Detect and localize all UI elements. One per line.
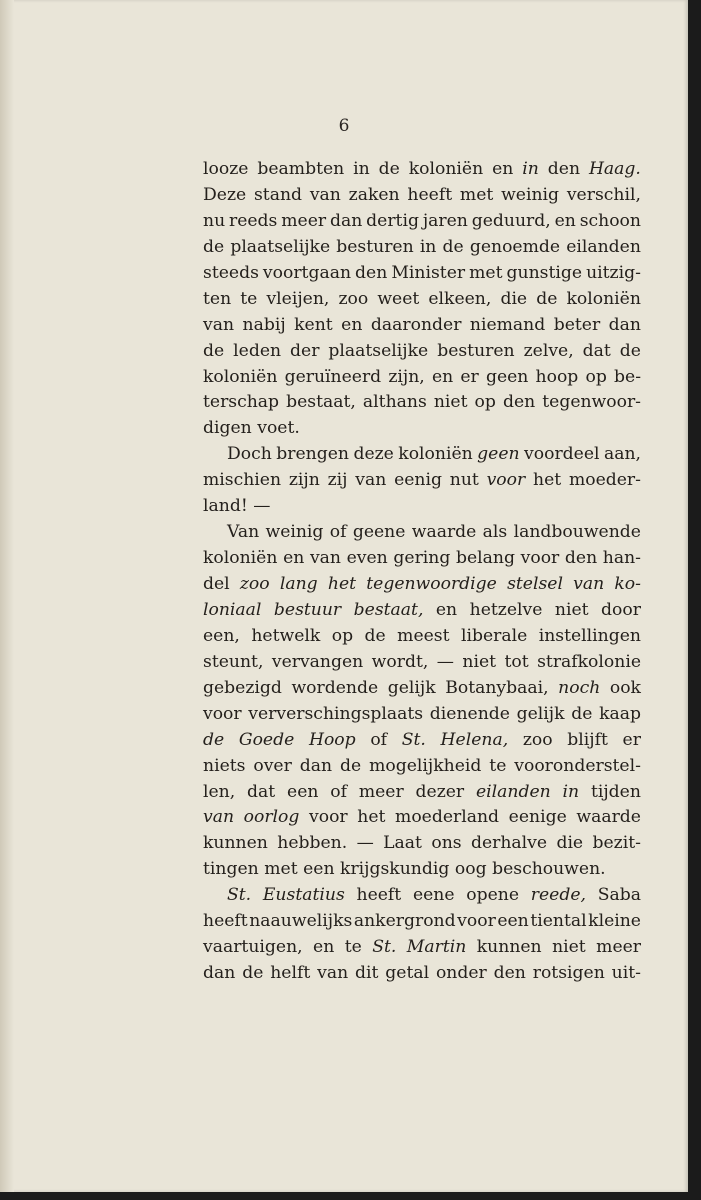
word: hoop (535, 366, 579, 387)
text-line (203, 883, 641, 909)
word: als (482, 522, 508, 543)
word: gelijk (516, 703, 565, 724)
word: reede, (530, 885, 586, 906)
word: St. (401, 729, 426, 750)
word: rotsigen (532, 963, 605, 984)
word: de (619, 340, 641, 361)
word: onder (435, 963, 487, 984)
word: belang (456, 548, 515, 569)
word: en (313, 937, 335, 958)
word: voordeel (524, 444, 600, 465)
word: heeft (356, 885, 402, 906)
word: wordt, (371, 651, 429, 672)
text-line (203, 546, 641, 572)
word: de (378, 159, 400, 179)
word: vervangen (271, 651, 364, 672)
word: kleine (588, 911, 641, 932)
word: Laat (383, 833, 422, 854)
word: gunstige (506, 262, 583, 283)
word: Goede (238, 729, 295, 750)
text-line (203, 390, 641, 416)
word: het (533, 470, 562, 491)
word: meer (281, 210, 327, 231)
text-line (203, 261, 641, 287)
word: waarde (411, 522, 477, 543)
word: — (436, 651, 454, 672)
word: van (309, 548, 341, 569)
word: zoo (239, 574, 270, 594)
word: geduurd, (471, 210, 551, 231)
word: Van (227, 522, 260, 543)
word: de (203, 340, 225, 361)
word: bestaat, (286, 392, 356, 413)
word: te (489, 755, 507, 776)
word: niet (554, 599, 589, 620)
word: dat (247, 781, 276, 802)
word: beter (553, 314, 601, 335)
text-line (203, 676, 641, 702)
word: be- (614, 366, 641, 387)
word: brengen (276, 444, 349, 465)
word: ons (431, 833, 462, 854)
word: niemand (469, 314, 546, 335)
word: een (303, 859, 335, 880)
word: van (203, 314, 235, 335)
word: plaatselijke (230, 236, 331, 257)
word: liberale (460, 625, 528, 646)
word: en (283, 548, 305, 569)
text-line (203, 468, 641, 494)
word: de (571, 703, 593, 724)
word: loniaal (203, 599, 262, 620)
word: leden (233, 340, 282, 361)
word: op (331, 625, 354, 646)
word: de (203, 729, 225, 750)
text-line (203, 442, 641, 468)
word: den (564, 548, 598, 569)
word: tegenwoor- (542, 392, 641, 413)
word: ankergrond (353, 911, 456, 932)
word: de (203, 236, 225, 257)
word: en (554, 210, 576, 231)
word: helft (270, 963, 311, 984)
word: hebben. (277, 833, 348, 854)
word: gebezigd (203, 677, 282, 698)
word: tijden (590, 781, 641, 802)
text-line (203, 857, 641, 883)
word: van (203, 807, 235, 828)
word: niets (203, 755, 246, 776)
text-line (203, 624, 641, 650)
word: opene (466, 885, 520, 906)
word: blijft (567, 729, 608, 750)
word: bezit- (592, 833, 641, 854)
word: plaatselijke (328, 340, 429, 361)
word: dat (582, 340, 611, 361)
word: koloniën (408, 159, 484, 179)
word: de (536, 288, 558, 309)
scan-edge-bottom (0, 1192, 701, 1200)
word: in (419, 236, 437, 257)
word: de (442, 236, 464, 257)
text-line (203, 572, 641, 598)
text-line (203, 287, 641, 313)
text-line (203, 702, 641, 728)
word: deze (353, 444, 394, 465)
text-line (203, 235, 641, 261)
word: der (290, 340, 320, 361)
word: digen (203, 418, 252, 439)
word: in (562, 781, 580, 802)
word: eenig (394, 470, 442, 491)
word: gelijk (387, 677, 436, 698)
word: instellingen (538, 625, 641, 646)
word: even (346, 548, 388, 569)
word: steunt, (203, 651, 264, 672)
text-line (203, 754, 641, 780)
word: zoo (522, 729, 553, 750)
word: niet (552, 937, 586, 958)
word: Helena, (440, 729, 509, 750)
word: weet (377, 288, 420, 309)
word: van (573, 574, 605, 594)
word: met (459, 184, 494, 205)
word: te (344, 937, 362, 958)
text-line (203, 909, 641, 935)
word: in (353, 159, 370, 179)
word: St. (372, 937, 397, 958)
word: derhalve (470, 833, 548, 854)
word: bestaat, (353, 599, 424, 620)
word: het (357, 807, 386, 828)
word: met (264, 859, 298, 880)
word: over (253, 755, 292, 776)
word: oorlog (243, 807, 300, 828)
word: ten (203, 288, 232, 309)
word: kaap (599, 703, 641, 724)
word: geen (477, 444, 520, 465)
word: mogelijkheid (369, 755, 482, 776)
word: eene (412, 885, 455, 906)
text-line (203, 494, 641, 520)
text-line (203, 961, 641, 987)
word: beambten (257, 159, 345, 179)
word: schoon (579, 210, 641, 231)
word: elkeen, (428, 288, 492, 309)
word: gering (393, 548, 451, 569)
word: koloniën (203, 366, 278, 387)
word: heeft (203, 911, 248, 932)
word: voor (309, 807, 348, 828)
word: de (339, 755, 362, 776)
word: een (287, 781, 319, 802)
word: steeds (203, 262, 259, 283)
word: genoemde (469, 236, 561, 257)
word: in (522, 159, 539, 179)
word: dan (329, 210, 363, 231)
text-line (203, 935, 641, 961)
word: geruïneerd (284, 366, 382, 387)
word: tiental (530, 911, 587, 932)
word: stand (253, 184, 303, 205)
word: den (547, 159, 581, 179)
word: op (585, 366, 607, 387)
scan-edge-right (688, 0, 701, 1200)
word: meer (358, 781, 404, 802)
word: geen (485, 366, 529, 387)
word: en (492, 159, 514, 179)
word: wordende (291, 677, 379, 698)
text-line (203, 805, 641, 831)
word: looze (203, 159, 249, 179)
word: moederland (395, 807, 500, 828)
word: en (431, 366, 454, 387)
word: naauwelijks (249, 911, 353, 932)
word: Doch (227, 444, 272, 465)
word: strafkolonie (537, 651, 641, 672)
word: meer (596, 937, 641, 958)
word: tot (504, 651, 529, 672)
word: lang (279, 574, 318, 594)
word: del (203, 574, 230, 594)
word: of (329, 522, 347, 543)
word: te (240, 288, 258, 309)
word: Minister (391, 262, 466, 283)
word: van (355, 470, 387, 491)
word: die (556, 833, 584, 854)
word: een, (203, 625, 240, 646)
word: den (493, 963, 526, 984)
word: dienende (429, 703, 510, 724)
word: ko- (614, 574, 641, 594)
word: die (500, 288, 528, 309)
word: het (327, 574, 357, 594)
word: noch (558, 677, 601, 698)
word: kent (294, 314, 333, 335)
word: besturen (437, 340, 515, 361)
word: voor (457, 911, 496, 932)
word: Saba (597, 885, 641, 906)
word: Deze (203, 184, 247, 205)
text-line (203, 183, 641, 209)
text-line (203, 209, 641, 235)
word: beschouwen. (492, 859, 606, 880)
word: dezer (415, 781, 465, 802)
word: weinig (265, 522, 324, 543)
word: landbouwende (513, 522, 641, 543)
word: er (622, 729, 641, 750)
word: Botanybaai, (445, 677, 549, 698)
word: althans (362, 392, 427, 413)
word: han- (602, 548, 641, 569)
word: krijgskundig (340, 859, 450, 880)
word: eenige (508, 807, 567, 828)
word: tegenwoordige (366, 574, 497, 594)
word: de (364, 625, 386, 646)
word: mischien (203, 470, 282, 491)
text-line (203, 416, 641, 442)
word: Hoop (308, 729, 356, 750)
word: dit (355, 963, 379, 984)
text-line (203, 780, 641, 806)
word: besturen (336, 236, 414, 257)
word: Haag. (588, 159, 641, 179)
text-line (203, 831, 641, 857)
word: zij (327, 470, 348, 491)
word: dan (203, 963, 236, 984)
word: tingen (203, 859, 259, 880)
word: er (460, 366, 479, 387)
word: Martin (406, 937, 467, 958)
word: weinig (501, 184, 560, 205)
word: dertig (366, 210, 419, 231)
word: voet. (257, 418, 300, 439)
text-line (203, 650, 641, 676)
word: dan (299, 755, 333, 776)
word: hetwelk (251, 625, 321, 646)
text-line (203, 520, 641, 546)
word: jaren (422, 210, 468, 231)
word: koloniën (566, 288, 641, 309)
word: voor (486, 470, 526, 491)
word: land! (203, 496, 248, 517)
word: oog (454, 859, 487, 880)
word: Eustatius (262, 885, 345, 906)
word: aan, (603, 444, 641, 465)
word: den (502, 392, 536, 413)
word: terschap (203, 392, 280, 413)
word: koloniën (203, 548, 278, 569)
word: geene (352, 522, 406, 543)
word: len, (203, 781, 236, 802)
word: dan (608, 314, 641, 335)
text-line (203, 598, 641, 624)
word: nu (203, 210, 226, 231)
word: van (309, 184, 341, 205)
text-line (203, 365, 641, 391)
page-number: 6 (338, 116, 350, 136)
word: zoo (338, 288, 369, 309)
word: voor (203, 703, 242, 724)
word: zijn, (388, 366, 425, 387)
word: voortgaan (262, 262, 352, 283)
word: zelve, (523, 340, 574, 361)
word: den (355, 262, 388, 283)
text-line (203, 728, 641, 754)
word: hetzelve (469, 599, 543, 620)
word: ook (609, 677, 641, 698)
word: waarde (576, 807, 641, 828)
word: reeds (229, 210, 278, 231)
word: meest (397, 625, 450, 646)
word: eilanden (566, 236, 641, 257)
word: kunnen (203, 833, 268, 854)
word: de (242, 963, 264, 984)
word: ververschingsplaats (248, 703, 424, 724)
word: nabij (242, 314, 286, 335)
word: niet (433, 392, 468, 413)
word: of (370, 729, 388, 750)
text-line (203, 339, 641, 365)
word: en (341, 314, 363, 335)
word: uitzig- (586, 262, 641, 283)
word: vleijen, (266, 288, 330, 309)
word: eilanden (475, 781, 551, 802)
word: zijn (288, 470, 320, 491)
word: getal (385, 963, 430, 984)
word: moeder- (568, 470, 641, 491)
word: van (317, 963, 349, 984)
word: daaronder (370, 314, 462, 335)
word: op (474, 392, 496, 413)
word: heeft (407, 184, 453, 205)
word: en (435, 599, 458, 620)
text-line (203, 313, 641, 339)
word: nut (449, 470, 479, 491)
word: of (330, 781, 347, 802)
word: uit- (611, 963, 641, 984)
word: met (469, 262, 503, 283)
word: verschil, (566, 184, 641, 205)
word: niet (462, 651, 497, 672)
word: kunnen (476, 937, 542, 958)
word: St. (227, 885, 252, 906)
word: een (497, 911, 529, 932)
word: vaartuigen, (203, 937, 303, 958)
word: — (253, 496, 271, 517)
word: vooronderstel- (514, 755, 641, 776)
word: koloniën (398, 444, 473, 465)
body-text (203, 157, 641, 987)
word: voor (520, 548, 560, 569)
word: zaken (348, 184, 400, 205)
word: stelsel (507, 574, 563, 594)
word: — (356, 833, 374, 854)
word: bestuur (273, 599, 342, 620)
text-line (203, 157, 641, 183)
word: door (601, 599, 641, 620)
